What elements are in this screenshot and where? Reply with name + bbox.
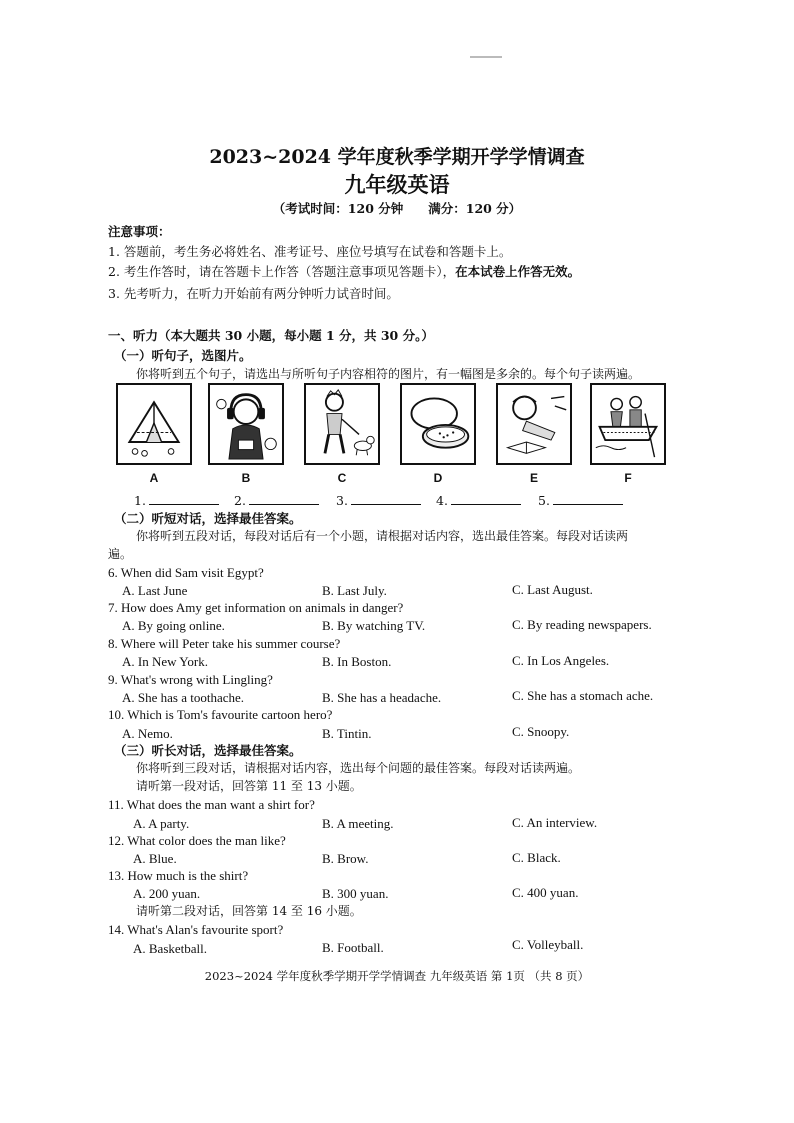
blank-number: 2. [234,493,246,508]
answer-blank-3[interactable] [336,490,421,509]
question-11-option-c[interactable]: C. An interview. [512,815,598,830]
answer-blank-1[interactable] [134,490,219,509]
question-9-option-b[interactable]: B. She has a headache. [322,690,442,705]
question-10: 10. Which is Tom's favourite cartoon hero? [108,707,333,722]
question-8-option-a[interactable]: A. In New York. [122,654,208,669]
headphones-icon [210,385,282,463]
blank-line[interactable] [351,492,421,505]
question-13-option-c[interactable]: C. 400 yuan. [512,885,579,900]
question-10-option-a[interactable]: A. Nemo. [122,726,173,741]
part2-heading: （二）听短对话，选择最佳答案。 [114,511,302,526]
notice-item-2-text: 2. 考生作答时，请在答题卡上作答（答题注意事项见答题卡）， [108,264,456,279]
picture-a [116,383,192,465]
answer-blank-4[interactable] [436,490,521,509]
section1-heading: 一、听力（本大题共 30 小题，每小题 1 分，共 30 分。） [108,328,434,343]
part2-instruction-line1: 你将听到五段对话，每段对话后有一个小题，请根据对话内容，选出最佳答案。每段对话读两 [136,529,629,543]
question-14-option-a[interactable]: A. Basketball. [133,941,208,956]
part2-instruction-line2: 遍。 [108,547,133,561]
question-8: 8. Where will Peter take his summer course? [108,636,341,651]
picture-label-b: B [241,471,251,485]
picture-c [304,383,380,465]
boat-icon [592,385,664,463]
reading-icon [498,385,570,463]
question-11-option-a[interactable]: A. A party. [133,816,190,831]
blank-line[interactable] [249,492,319,505]
exam-info: （考试时间：120 分钟 满分：120 分） [272,201,522,216]
notice-heading: 注意事项： [108,224,171,239]
question-12-option-b[interactable]: B. Brow. [322,851,369,866]
question-14: 14. What's Alan's favourite sport? [108,922,284,937]
question-10-option-b[interactable]: B. Tintin. [322,726,372,741]
answer-blank-5[interactable] [538,490,623,509]
question-13-option-a[interactable]: A. 200 yuan. [133,886,201,901]
question-6-option-c[interactable]: C. Last August. [512,582,593,597]
question-8-option-c[interactable]: C. In Los Angeles. [512,653,610,668]
picture-label-d: D [433,471,443,485]
question-13: 13. How much is the shirt? [108,868,249,883]
question-12-option-a[interactable]: A. Blue. [133,851,177,866]
exam-subject: 九年级英语 [344,172,450,197]
question-9-option-c[interactable]: C. She has a stomach ache. [512,688,654,703]
tent-icon [118,385,190,463]
food-icon [402,385,474,463]
question-6-option-a[interactable]: A. Last June [122,583,188,598]
part3-heading: （三）听长对话，选择最佳答案。 [114,743,302,758]
question-11: 11. What does the man want a shirt for? [108,797,315,812]
blank-number: 1. [134,493,146,508]
question-11-option-b[interactable]: B. A meeting. [322,816,394,831]
answer-blank-2[interactable] [234,490,319,509]
question-14-option-b[interactable]: B. Football. [322,940,384,955]
exam-title: 2023~2024 学年度秋季学期开学学情调查 [209,146,585,168]
question-9: 9. What's wrong with Lingling? [108,672,273,687]
question-7-option-a[interactable]: A. By going online. [122,618,225,633]
picture-f [590,383,666,465]
question-13-option-b[interactable]: B. 300 yuan. [322,886,389,901]
notice-item-1: 1. 答题前，考生务必将姓名、准考证号、座位号填写在试卷和答题卡上。 [108,244,512,259]
picture-label-c: C [337,471,347,485]
blank-number: 5. [538,493,550,508]
question-6-option-b[interactable]: B. Last July. [322,583,387,598]
question-7: 7. How does Amy get information on animals in danger? [108,600,404,615]
question-12: 12. What color does the man like? [108,833,286,848]
question-8-option-b[interactable]: B. In Boston. [322,654,392,669]
picture-label-e: E [529,471,538,485]
question-9-option-a[interactable]: A. She has a toothache. [122,690,245,705]
question-7-option-b[interactable]: B. By watching TV. [322,618,426,633]
scan-mark [470,56,502,58]
blank-line[interactable] [553,492,623,505]
picture-d [400,383,476,465]
notice-item-2 [108,264,580,279]
blank-number: 3. [336,493,348,508]
question-12-option-c[interactable]: C. Black. [512,850,561,865]
blank-number: 4. [436,493,448,508]
question-10-option-c[interactable]: C. Snoopy. [512,724,570,739]
part3-instruction: 你将听到三段对话，请根据对话内容，选出每个问题的最佳答案。每段对话读两遍。 [136,761,581,775]
part1-instruction: 你将听到五个句子，请选出与所听句子内容相符的图片，有一幅图是多余的。每个句子读两遍。 [136,367,641,381]
picture-b [208,383,284,465]
part3-dialog2-note: 请听第二段对话，回答第 14 至 16 小题。 [136,904,362,918]
page-footer: 2023~2024 学年度秋季学期开学学情调查 九年级英语 第 1页 （共 8 页） [204,969,590,983]
blank-line[interactable] [149,492,219,505]
notice-item-2-bold: 在本试卷上作答无效。 [455,264,581,279]
picture-label-a: A [149,471,159,485]
picture-e [496,383,572,465]
picture-label-f: F [624,471,632,485]
part1-heading: （一）听句子，选图片。 [114,348,252,363]
part3-dialog1-note: 请听第一段对话，回答第 11 至 13 小题。 [136,779,362,793]
blank-line[interactable] [451,492,521,505]
notice-item-3: 3. 先考听力，在听力开始前有两分钟听力试音时间。 [108,286,399,301]
question-7-option-c[interactable]: C. By reading newspapers. [512,617,652,632]
question-6: 6. When did Sam visit Egypt? [108,565,264,580]
dog-walking-icon [306,385,378,463]
question-14-option-c[interactable]: C. Volleyball. [512,937,584,952]
